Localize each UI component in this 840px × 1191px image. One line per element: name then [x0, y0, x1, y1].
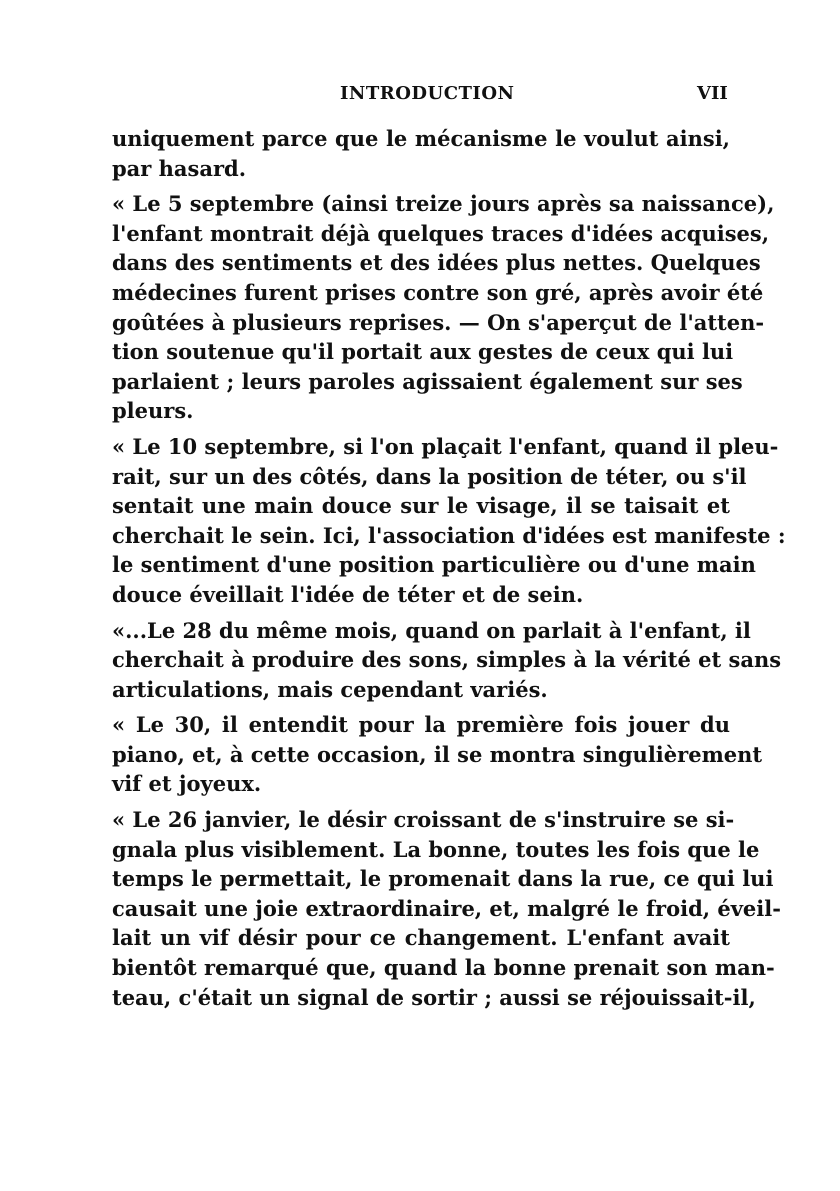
text-line: « Le 10 septembre, si l'on plaçait l'enfant, quand il pleu-: [112, 433, 779, 459]
text-line: cherchait le sein. Ici, l'association d'idées est manifeste :: [112, 522, 786, 548]
paragraph: [112, 189, 775, 426]
text-line: douce éveillait l'idée de téter et de sein.: [112, 581, 584, 607]
text-line: bientôt remarqué que, quand la bonne prenait son man-: [112, 955, 775, 981]
text-line: temps le permettait, le promenait dans la rue, ce qui lui: [112, 866, 774, 892]
paragraph: [112, 805, 781, 1012]
text-line: causait une joie extraordinaire, et, malgré le froid, éveil-: [112, 895, 781, 921]
paragraph: [112, 432, 786, 610]
text-line: « Le 5 septembre (ainsi treize jours après sa naissance),: [112, 191, 775, 217]
text-line: gnala plus visiblement. La bonne, toutes les fois que le: [112, 836, 760, 862]
text-line: « Le 26 janvier, le désir croissant de s'instruire se si-: [112, 807, 735, 833]
text-line: par hasard.: [112, 155, 247, 181]
text-line: dans des sentiments et des idées plus nettes. Quelques: [112, 250, 761, 276]
text-line: vif et joyeux.: [112, 771, 262, 797]
text-line: «...Le 28 du même mois, quand on parlait à l'enfant, il: [112, 617, 751, 643]
text-line: parlaient ; leurs paroles agissaient également sur ses: [112, 368, 743, 394]
text-line: rait, sur un des côtés, dans la position de téter, ou s'il: [112, 463, 747, 489]
text-line: le sentiment d'une position particulière ou d'une main: [112, 552, 756, 578]
page-number: VII: [697, 83, 728, 104]
text-line: sentait une main douce sur le visage, il se taisait et: [112, 493, 730, 519]
text-line: « Le 30, il entendit pour la première fois jouer du: [112, 712, 730, 738]
running-title: INTRODUCTION: [340, 83, 515, 104]
text-line: uniquement parce que le mécanisme le voulut ainsi,: [112, 126, 730, 151]
text-line: lait un vif désir pour ce changement. L'enfant avait: [112, 925, 730, 951]
running-head: [0, 83, 840, 109]
text-line: cherchait à produire des sons, simples à la vérité et sans: [112, 647, 782, 673]
paragraph: [112, 124, 730, 183]
text-line: pleurs.: [112, 398, 194, 424]
text-line: l'enfant montrait déjà quelques traces d'idées acquises,: [112, 220, 770, 246]
paragraph: [112, 616, 782, 705]
text-line: articulations, mais cependant variés.: [112, 676, 548, 702]
text-line: teau, c'était un signal de sortir ; aussi se réjouissait-il,: [112, 984, 756, 1010]
paragraph: [112, 710, 763, 799]
text-line: tion soutenue qu'il portait aux gestes de ceux qui lui: [112, 339, 734, 365]
text-line: médecines furent prises contre son gré, après avoir été: [112, 279, 764, 305]
body-text: [112, 124, 786, 1012]
text-line: piano, et, à cette occasion, il se montra singulièrement: [112, 741, 763, 767]
text-line: goûtées à plusieurs reprises. — On s'aperçut de l'atten-: [112, 309, 765, 335]
